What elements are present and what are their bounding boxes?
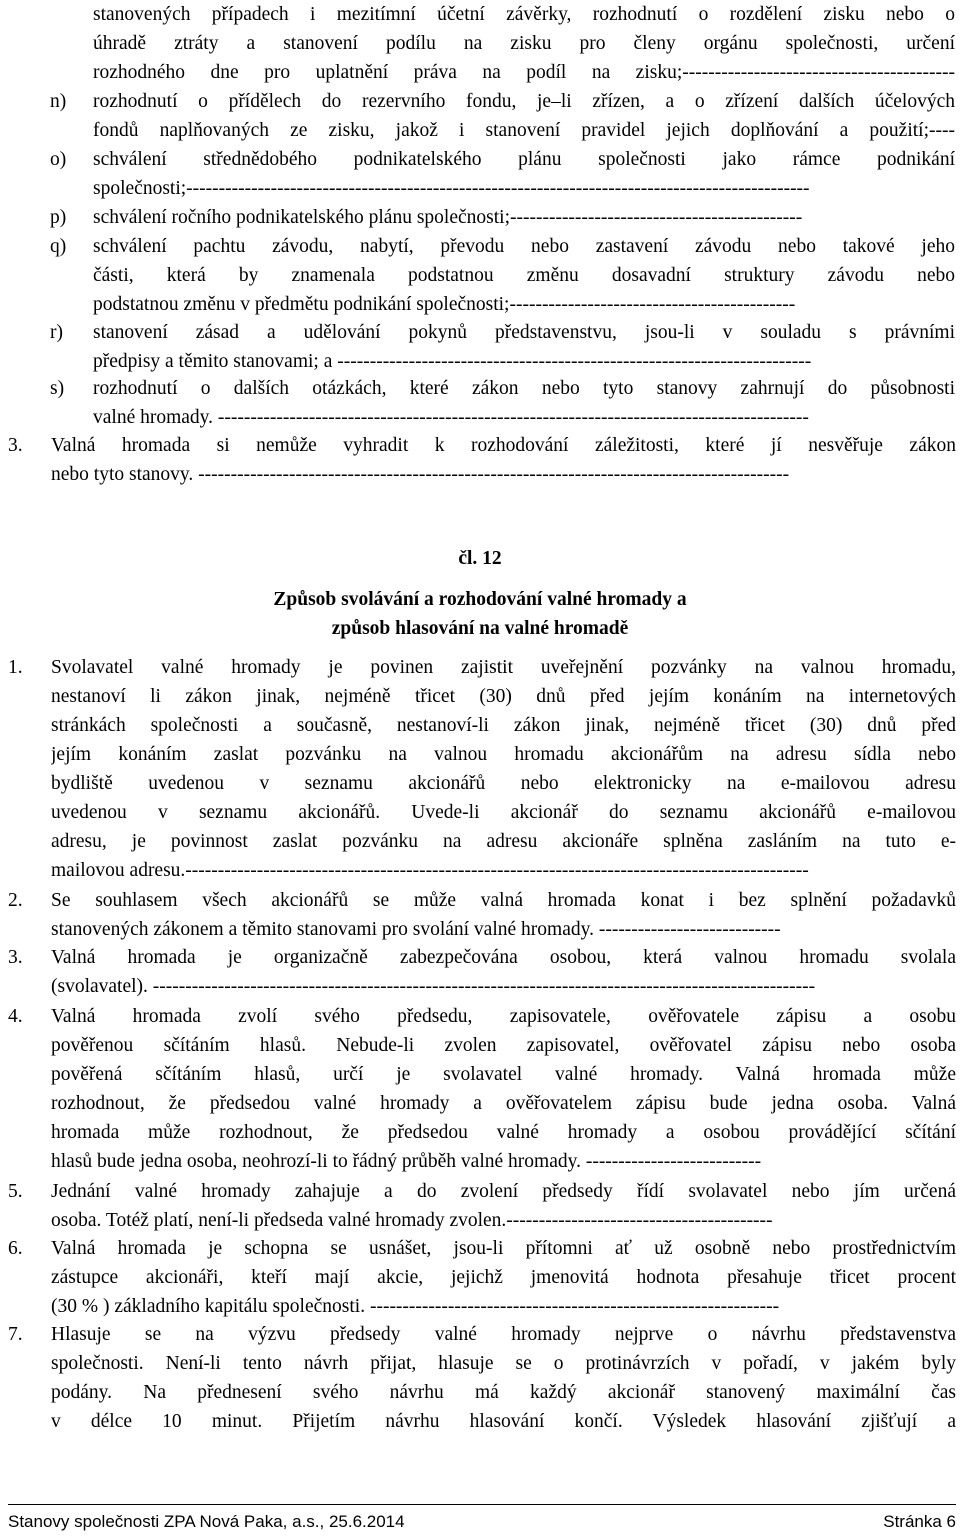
list-marker: q): [50, 236, 67, 257]
text-line: (30 % ) základního kapitálu společnosti. ---------------------------------------------------------------: [51, 1296, 780, 1317]
list-marker: p): [50, 207, 67, 228]
article-12-point-2: [8, 886, 956, 944]
text-line: rozhodnutí o dalších otázkách, které zákon nebo tyto stanovy zahrnují do působnosti: [93, 378, 955, 399]
list-marker: n): [50, 91, 67, 112]
text-line: pověřená sčítáním hlasů, určí je svolavatel valné hromady. Valná hromada může: [51, 1064, 956, 1085]
text-line: osoba. Totéž platí, není-li předseda valné hromady zvolen.-----------------------------------------: [51, 1210, 773, 1231]
text-line: schválení střednědobého podnikatelského plánu společnosti jako rámce podnikání: [93, 149, 955, 170]
text-line: stanovených případech i mezitímní účetní závěrky, rozhodnutí o rozdělení zisku nebo o: [93, 4, 955, 25]
text-line: jejím konáním zaslat pozvánku na valnou hromadu akcionářům na adresu sídla nebo: [51, 744, 956, 765]
text-line: podány. Na přednesení svého návrhu má každý akcionář stanovený maximální čas: [51, 1382, 956, 1403]
text-line: části, která by znamenala podstatnou změnu dosavadní struktury závodu nebo: [93, 265, 955, 286]
list-marker: 4.: [8, 1006, 23, 1027]
text-line: valné hromady. -------------------------------------------------------------------------------------------: [93, 407, 809, 428]
text-line: podstatnou změnu v předmětu podnikání společnosti;--------------------------------------------: [93, 294, 796, 315]
text-line: adresu, je povinnost zaslat pozvánku na adresu akcionáře splněna zasláním na tuto e-: [51, 831, 956, 852]
list-marker: 3.: [8, 435, 23, 456]
list-marker: o): [50, 149, 67, 170]
text-line: rozhodného dne pro uplatnění práva na podíl na zisku;------------------------------------------: [93, 62, 955, 83]
article-number: čl. 12: [458, 548, 502, 569]
text-line: Se souhlasem všech akcionářů se může valná hromada konat i bez splnění požadavků: [51, 890, 956, 911]
text-line: v délce 10 minut. Přijetím návrhu hlasování končí. Výsledek hlasování zjišťují a: [51, 1411, 956, 1432]
page-footer: [8, 1504, 956, 1535]
text-line: nebo tyto stanovy. -------------------------------------------------------------------------------------------: [51, 464, 790, 485]
text-line: uvedenou v seznamu akcionářů. Uvede-li akcionář do seznamu akcionářů e-mailovou: [51, 802, 956, 823]
text-line: schválení ročního podnikatelského plánu společnosti;---------------------------------------------: [93, 207, 803, 228]
text-line: hlasů bude jedna osoba, neohrozí-li to řádný průběh valné hromady. ---------------------------: [51, 1151, 762, 1172]
continuation-paragraph: [50, 0, 955, 87]
list-marker: 1.: [8, 657, 23, 678]
article-title-line-2: způsob hlasování na valné hromadě: [331, 618, 629, 639]
text-line: Valná hromada zvolí svého předsedu, zapisovatele, ověřovatele zápisu a osobu: [51, 1006, 956, 1027]
text-line: (svolavatel). ------------------------------------------------------------------------------------------------------: [51, 976, 816, 997]
text-line: fondů naplňovaných ze zisku, jakož i stanovení pravidel jejich doplňování a použití;----: [93, 120, 955, 141]
list-marker: 6.: [8, 1238, 23, 1259]
list-item-n: [50, 87, 955, 145]
text-line: předpisy a těmito stanovami; a -------------------------------------------------------------------------: [93, 351, 812, 372]
list-item-r: [50, 318, 955, 376]
text-line: Jednání valné hromady zahajuje a do zvolení předsedy řídí svolavatel nebo jím určená: [51, 1181, 956, 1202]
list-marker: 5.: [8, 1181, 23, 1202]
text-line: stanovených zákonem a těmito stanovami pro svolání valné hromady. ----------------------------: [51, 919, 781, 940]
article-11-point-3: [8, 431, 956, 489]
text-line: Svolavatel valné hromady je povinen zajistit uveřejnění pozvánky na valnou hromadu,: [51, 657, 956, 678]
list-marker: r): [50, 322, 63, 343]
article-12-point-5: [8, 1177, 956, 1235]
article-12-point-4: [8, 1002, 956, 1176]
text-line: úhradě ztráty a stanovení podílu na zisku pro členy orgánu společnosti, určení: [93, 33, 955, 54]
article-12-point-1: [8, 653, 956, 885]
list-item-q: [50, 232, 955, 319]
text-line: zástupce akcionáři, kteří mají akcie, jejichž jmenovitá hodnota přesahuje třicet procent: [51, 1267, 956, 1288]
list-item-p: [50, 203, 955, 232]
list-marker: 7.: [8, 1324, 23, 1345]
footer-page-number: Stránka 6: [883, 1512, 956, 1531]
text-line: rozhodnutí o přídělech do rezervního fondu, je–li zřízen, a o zřízení dalších účelových: [93, 91, 955, 112]
text-line: stanovení zásad a udělování pokynů představenstvu, jsou-li v souladu s právními: [93, 322, 955, 343]
text-line: Hlasuje se na výzvu předsedy valné hromady nejprve o návrhu představenstva: [51, 1324, 956, 1345]
article-title-line-1: Způsob svolávání a rozhodování valné hromady a: [273, 589, 687, 610]
list-marker: 3.: [8, 947, 23, 968]
article-12-point-7: [8, 1320, 956, 1436]
footer-document-title: Stanovy společnosti ZPA Nová Paka, a.s., 25.6.2014: [8, 1512, 405, 1531]
text-line: schválení pachtu závodu, nabytí, převodu nebo zastavení závodu nebo takové jeho: [93, 236, 955, 257]
text-line: mailovou adresu.------------------------------------------------------------------------------------------------: [51, 860, 809, 881]
text-line: Valná hromada je organizačně zabezpečována osobou, která valnou hromadu svolala: [51, 947, 956, 968]
list-marker: 2.: [8, 890, 23, 911]
list-item-s: [50, 374, 955, 432]
text-line: rozhodnout, že předsedou valné hromady a ověřovatelem zápisu bude jedna osoba. Valná: [51, 1093, 956, 1114]
text-line: společnosti;------------------------------------------------------------------------------------------------: [93, 178, 810, 199]
text-line: stránkách společnosti a současně, nestanoví-li zákon jinak, nejméně třicet (30) dnů před: [51, 715, 956, 736]
text-line: Valná hromada je schopna se usnášet, jsou-li přítomni ať už osobně nebo prostřednictvím: [51, 1238, 956, 1259]
text-line: nestanoví li zákon jinak, nejméně třicet (30) dnů před jejím konáním na internetových: [51, 686, 956, 707]
list-marker: s): [50, 378, 65, 399]
text-line: společnosti. Není-li tento návrh přijat, hlasuje se o protinávrzích v pořadí, v jakém byly: [51, 1353, 956, 1374]
text-line: pověřenou sčítáním hlasů. Nebude-li zvolen zapisovatel, ověřovatel zápisu nebo osoba: [51, 1035, 956, 1056]
article-12-point-3: [8, 943, 956, 1001]
text-line: bydliště uvedenou v seznamu akcionářů nebo elektronicky na e-mailovou adresu: [51, 773, 956, 794]
text-line: Valná hromada si nemůže vyhradit k rozhodování záležitosti, které jí nesvěřuje zákon: [51, 435, 956, 456]
article-12-point-6: [8, 1234, 956, 1321]
list-item-o: [50, 145, 955, 203]
text-line: hromada může rozhodnout, že předsedou valné hromady a osobou provádějící sčítání: [51, 1122, 956, 1143]
